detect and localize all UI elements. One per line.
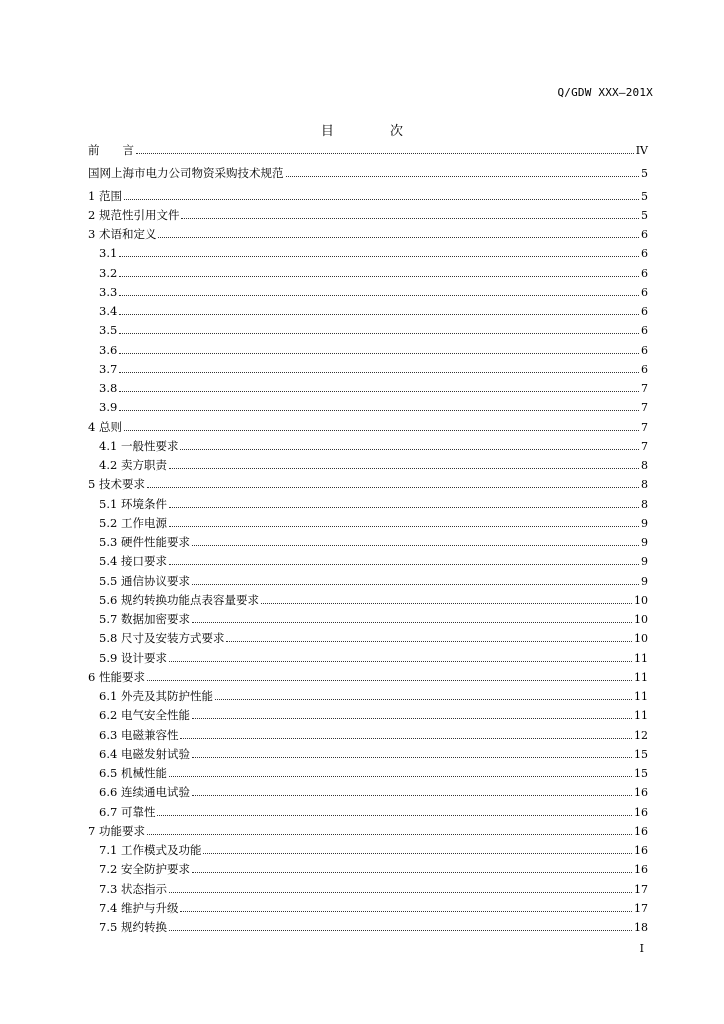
toc-entry-page: 16 <box>634 863 648 877</box>
toc-entry-page: 16 <box>634 824 648 838</box>
toc-entry-label: 6.1 外壳及其防护性能 <box>99 689 213 703</box>
toc-entry[interactable] <box>88 283 648 302</box>
toc-entry-page: 6 <box>641 228 648 241</box>
toc-leader-dots <box>226 641 632 642</box>
toc-entry-label: 7.1 工作模式及功能 <box>99 843 202 857</box>
toc-entry-label: 5.4 接口要求 <box>99 554 167 569</box>
toc-leader-dots <box>192 757 632 758</box>
toc-entry-page: 9 <box>641 555 648 569</box>
toc-entry-page: 9 <box>641 536 648 549</box>
toc-entry[interactable] <box>88 398 648 417</box>
toc-entry-page: 6 <box>641 247 648 261</box>
toc-leader-dots <box>169 468 639 469</box>
toc-leader-dots <box>192 545 639 546</box>
toc-entry-label: 3.9 <box>99 400 118 415</box>
toc-entry[interactable] <box>88 572 648 591</box>
toc-entry-page: 6 <box>641 362 648 376</box>
toc-entry-page: 7 <box>641 420 648 434</box>
toc-leader-dots <box>215 699 632 700</box>
toc-entry-label: 3.4 <box>99 304 118 318</box>
toc-leader-dots <box>180 911 632 912</box>
toc-entry[interactable] <box>88 456 648 475</box>
toc-leader-dots <box>119 295 639 296</box>
toc-leader-dots <box>169 564 639 565</box>
toc-leader-dots <box>169 526 639 527</box>
toc-entry-label: 5 技术要求 <box>88 477 145 492</box>
toc-leader-dots <box>119 391 639 392</box>
toc-entry-label: 5.2 工作电源 <box>99 515 167 530</box>
toc-entry-label: 5.7 数据加密要求 <box>99 612 190 626</box>
toc-entry-page: 5 <box>641 189 648 203</box>
toc-entry[interactable] <box>88 187 648 206</box>
toc-leader-dots <box>158 237 639 238</box>
toc-entry-label: 6.2 电气安全性能 <box>99 708 190 723</box>
toc-entry-label: 3.7 <box>99 361 118 376</box>
toc-entry-page: 11 <box>634 670 648 684</box>
toc-entry[interactable] <box>88 822 648 841</box>
toc-leader-dots <box>192 795 632 796</box>
toc-leader-dots <box>119 333 639 334</box>
toc-entry-label: 6.5 机械性能 <box>99 766 167 780</box>
toc-leader-dots <box>181 218 639 219</box>
toc-entry-label: 6 性能要求 <box>88 669 145 684</box>
toc-entry-label: 7.4 维护与升级 <box>99 900 179 915</box>
toc-leader-dots <box>157 815 632 816</box>
toc-leader-dots <box>169 930 632 931</box>
toc-entry-page: 18 <box>634 921 648 934</box>
toc-entry[interactable] <box>88 610 648 629</box>
table-of-contents <box>88 141 648 937</box>
toc-entry-page: 12 <box>634 728 648 742</box>
toc-entry-page: 16 <box>634 805 648 819</box>
toc-leader-dots <box>169 507 639 508</box>
toc-leader-dots <box>147 487 639 488</box>
toc-entry-page: 9 <box>641 574 648 588</box>
toc-entry[interactable] <box>88 918 648 937</box>
toc-leader-dots <box>261 603 632 604</box>
toc-entry-page: 9 <box>641 516 648 530</box>
toc-entry[interactable] <box>88 706 648 725</box>
toc-leader-dots <box>169 776 632 777</box>
toc-entry[interactable] <box>88 860 648 879</box>
toc-leader-dots <box>192 584 639 585</box>
toc-entry[interactable] <box>88 418 648 437</box>
toc-entry[interactable] <box>88 899 648 918</box>
toc-entry-page: 7 <box>641 401 648 415</box>
toc-entry[interactable] <box>88 841 648 860</box>
toc-leader-dots <box>119 256 639 257</box>
toc-leader-dots <box>119 276 639 277</box>
toc-entry[interactable] <box>88 726 648 745</box>
toc-leader-dots <box>192 718 632 719</box>
toc-entry[interactable] <box>88 649 648 668</box>
toc-entry-page: 8 <box>641 497 648 511</box>
toc-entry-page: 16 <box>634 844 648 857</box>
toc-entry-label: 4 总则 <box>88 419 122 434</box>
toc-entry-page: 6 <box>641 324 648 338</box>
toc-leader-dots <box>119 353 639 354</box>
toc-entry[interactable] <box>88 225 648 244</box>
toc-entry-page: 10 <box>634 593 648 607</box>
toc-entry-label: 3.6 <box>99 342 118 357</box>
toc-entry-label: 5.1 环境条件 <box>99 496 167 511</box>
toc-entry[interactable] <box>88 321 648 340</box>
page-number: I <box>639 942 644 955</box>
toc-leader-dots <box>169 892 632 893</box>
toc-entry-label: 7.2 安全防护要求 <box>99 862 190 877</box>
toc-entry-label: 3.2 <box>99 265 118 280</box>
toc-entry-page: 10 <box>634 632 648 646</box>
toc-leader-dots <box>124 430 639 431</box>
toc-entry-label: 7.5 规约转换 <box>99 920 167 934</box>
toc-leader-dots <box>180 738 632 739</box>
toc-entry-page: 6 <box>641 285 648 299</box>
toc-entry[interactable] <box>88 302 648 321</box>
toc-entry-page: 7 <box>641 439 648 453</box>
toc-entry-page: IV <box>635 144 648 157</box>
toc-entry-page: 11 <box>634 690 648 703</box>
toc-entry[interactable] <box>88 514 648 533</box>
toc-entry[interactable] <box>88 591 648 610</box>
toc-entry-page: 7 <box>641 382 648 395</box>
toc-entry[interactable] <box>88 803 648 822</box>
toc-entry-label: 5.5 通信协议要求 <box>99 573 190 588</box>
toc-entry-label: 国网上海市电力公司物资采购技术规范 <box>88 166 284 181</box>
toc-entry[interactable] <box>88 880 648 899</box>
toc-entry-label: 5.3 硬件性能要求 <box>99 535 190 549</box>
toc-leader-dots <box>119 410 639 411</box>
toc-entry-label: 6.3 电磁兼容性 <box>99 727 179 742</box>
toc-leader-dots <box>192 622 632 623</box>
toc-entry[interactable] <box>88 437 648 456</box>
toc-entry-label: 4.1 一般性要求 <box>99 438 179 453</box>
toc-entry-page: 11 <box>634 709 648 723</box>
toc-entry-page: 11 <box>634 651 648 665</box>
toc-entry-label: 3.5 <box>99 323 118 338</box>
toc-entry-label: 6.4 电磁发射试验 <box>99 746 190 761</box>
toc-entry[interactable] <box>88 360 648 379</box>
toc-leader-dots <box>192 872 632 873</box>
toc-entry-page: 8 <box>641 478 648 492</box>
toc-entry[interactable] <box>88 141 648 160</box>
toc-entry-page: 6 <box>641 343 648 357</box>
toc-entry[interactable] <box>88 164 648 183</box>
toc-entry-page: 15 <box>634 767 648 780</box>
toc-entry-page: 5 <box>641 208 648 222</box>
toc-entry[interactable] <box>88 533 648 552</box>
toc-entry[interactable] <box>88 244 648 263</box>
toc-entry[interactable] <box>88 783 648 802</box>
toc-title: 目 次 <box>320 124 430 139</box>
toc-entry-label: 3.1 <box>99 246 118 261</box>
toc-entry[interactable] <box>88 552 648 571</box>
toc-entry-label: 3 术语和定义 <box>88 227 157 241</box>
toc-entry[interactable] <box>88 341 648 360</box>
toc-leader-dots <box>203 853 632 854</box>
toc-entry-page: 16 <box>634 786 648 800</box>
toc-leader-dots <box>180 449 639 450</box>
toc-entry-page: 17 <box>634 901 648 915</box>
toc-leader-dots <box>119 314 639 315</box>
toc-leader-dots <box>286 176 640 177</box>
toc-entry[interactable] <box>88 206 648 225</box>
toc-entry-page: 10 <box>634 613 648 626</box>
toc-entry-page: 15 <box>634 747 648 761</box>
toc-entry-label: 5.6 规约转换功能点表容量要求 <box>99 592 259 607</box>
toc-entry[interactable] <box>88 264 648 283</box>
toc-entry-label: 3.3 <box>99 284 118 299</box>
toc-entry-label: 7.3 状态指示 <box>99 881 167 896</box>
toc-entry-label: 2 规范性引用文件 <box>88 207 180 222</box>
toc-entry-label: 前 言 <box>88 143 134 157</box>
toc-entry-page: 6 <box>641 305 648 318</box>
toc-entry[interactable] <box>88 745 648 764</box>
toc-entry-label: 7 功能要求 <box>88 823 145 838</box>
toc-entry-label: 3.8 <box>99 381 118 395</box>
toc-entry-label: 6.7 可靠性 <box>99 804 156 819</box>
toc-leader-dots <box>136 153 634 154</box>
toc-entry-label: 5.9 设计要求 <box>99 650 167 665</box>
toc-entry-page: 8 <box>641 459 648 472</box>
toc-entry[interactable] <box>88 495 648 514</box>
toc-entry-page: 5 <box>641 167 648 181</box>
toc-entry-label: 5.8 尺寸及安装方式要求 <box>99 631 225 646</box>
toc-leader-dots <box>169 661 632 662</box>
toc-leader-dots <box>124 199 639 200</box>
toc-leader-dots <box>147 834 632 835</box>
toc-leader-dots <box>147 680 632 681</box>
toc-entry-page: 6 <box>641 266 648 280</box>
toc-leader-dots <box>119 372 639 373</box>
toc-entry[interactable] <box>88 475 648 494</box>
toc-entry-label: 1 范围 <box>88 188 122 203</box>
toc-entry[interactable] <box>88 629 648 648</box>
toc-entry[interactable] <box>88 379 648 398</box>
toc-entry-label: 4.2 卖方职责 <box>99 458 167 472</box>
toc-entry[interactable] <box>88 668 648 687</box>
document-code: Q/GDW XXX—201X <box>557 86 653 99</box>
toc-entry[interactable] <box>88 764 648 783</box>
toc-entry-label: 6.6 连续通电试验 <box>99 785 190 800</box>
toc-entry-page: 17 <box>634 882 648 896</box>
toc-entry[interactable] <box>88 687 648 706</box>
